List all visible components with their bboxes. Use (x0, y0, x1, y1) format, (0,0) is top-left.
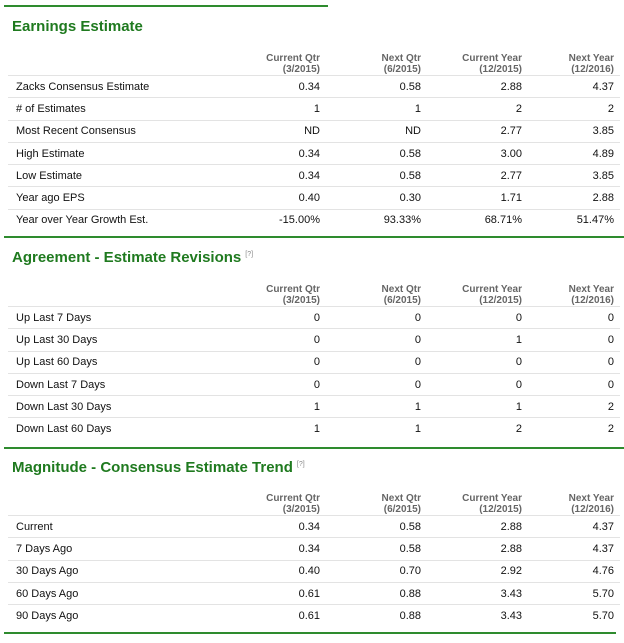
value-cell: 0 (228, 373, 326, 395)
table-row (8, 605, 620, 627)
column-header (228, 276, 326, 307)
section-title-text: Agreement - Estimate Revisions (12, 249, 242, 266)
value-cell: 51.47% (528, 209, 620, 231)
magnitude-consensus-estimate-trend-table (8, 485, 620, 626)
value-cell: 68.71% (427, 209, 528, 231)
column-header-period: Current Qtr (266, 493, 320, 504)
row-label: Down Last 30 Days (8, 396, 228, 418)
value-cell: 1 (326, 396, 427, 418)
value-cell: 0.34 (228, 516, 326, 538)
table-row (8, 516, 620, 538)
bottom-divider (4, 632, 616, 634)
value-cell: 0 (326, 307, 427, 329)
value-cell: ND (228, 120, 326, 142)
value-cell: 0.58 (326, 538, 427, 560)
value-cell: 4.37 (528, 538, 620, 560)
value-cell: 3.43 (427, 582, 528, 604)
value-cell: ND (326, 120, 427, 142)
value-cell: 0 (427, 373, 528, 395)
column-header-period: Next Year (568, 53, 614, 64)
value-cell: 1 (228, 98, 326, 120)
value-cell: 2 (528, 418, 620, 440)
column-header-period: Next Year (568, 493, 614, 504)
value-cell: 0.30 (326, 187, 427, 209)
value-cell: 0 (228, 351, 326, 373)
section-title-text: Magnitude - Consensus Estimate Trend (12, 459, 293, 476)
row-label: 90 Days Ago (8, 605, 228, 627)
section-divider (4, 5, 328, 7)
column-header (528, 485, 620, 516)
table-row (8, 418, 620, 440)
section-divider (4, 236, 624, 238)
column-header-date: (3/2015) (282, 504, 320, 515)
table-row (8, 538, 620, 560)
column-header-period: Next Qtr (381, 284, 421, 295)
value-cell: 0.58 (326, 76, 427, 98)
header-blank (8, 485, 228, 516)
column-header-date: (12/2015) (479, 504, 522, 515)
section-title (12, 249, 253, 266)
value-cell: 2.88 (427, 538, 528, 560)
table-row (8, 98, 620, 120)
section-divider (4, 447, 624, 449)
value-cell: 0.58 (326, 516, 427, 538)
table-row (8, 187, 620, 209)
column-header (326, 485, 427, 516)
header-row (8, 45, 620, 76)
column-header (228, 45, 326, 76)
value-cell: 0.88 (326, 582, 427, 604)
column-header-period: Current Year (462, 493, 522, 504)
value-cell: 5.70 (528, 605, 620, 627)
earnings-estimate-table (8, 45, 620, 231)
value-cell: 3.43 (427, 605, 528, 627)
value-cell: 0 (427, 307, 528, 329)
column-header (427, 276, 528, 307)
column-header-period: Current Year (462, 284, 522, 295)
value-cell: 2.77 (427, 165, 528, 187)
column-header (528, 276, 620, 307)
value-cell: 0.61 (228, 605, 326, 627)
row-label: Up Last 30 Days (8, 329, 228, 351)
value-cell: 0.58 (326, 165, 427, 187)
value-cell: 0.58 (326, 142, 427, 164)
value-cell: 2 (427, 98, 528, 120)
value-cell: 1 (326, 98, 427, 120)
table-row (8, 329, 620, 351)
table-row (8, 209, 620, 231)
value-cell: 93.33% (326, 209, 427, 231)
value-cell: -15.00% (228, 209, 326, 231)
header-blank (8, 45, 228, 76)
column-header (326, 276, 427, 307)
table-row (8, 120, 620, 142)
value-cell: 0.40 (228, 187, 326, 209)
value-cell: 0 (326, 373, 427, 395)
value-cell: 0 (528, 351, 620, 373)
table-row (8, 560, 620, 582)
column-header-period: Next Qtr (381, 53, 421, 64)
row-label: Up Last 60 Days (8, 351, 228, 373)
row-label: 30 Days Ago (8, 560, 228, 582)
value-cell: 4.76 (528, 560, 620, 582)
column-header-date: (6/2015) (383, 504, 421, 515)
value-cell: 2.77 (427, 120, 528, 142)
value-cell: 0.70 (326, 560, 427, 582)
value-cell: 0 (528, 329, 620, 351)
value-cell: 1 (427, 396, 528, 418)
column-header-period: Current Qtr (266, 53, 320, 64)
row-label: 7 Days Ago (8, 538, 228, 560)
agreement-estimate-revisions-table (8, 276, 620, 440)
value-cell: 0 (528, 307, 620, 329)
value-cell: 0.34 (228, 142, 326, 164)
header-blank (8, 276, 228, 307)
column-header-date: (12/2016) (571, 295, 614, 306)
value-cell: 0 (326, 329, 427, 351)
row-label: Year ago EPS (8, 187, 228, 209)
column-header (228, 485, 326, 516)
value-cell: 1 (326, 418, 427, 440)
help-icon[interactable]: [?] (296, 461, 305, 468)
value-cell: 2 (427, 418, 528, 440)
value-cell: 0 (528, 373, 620, 395)
value-cell: 3.85 (528, 120, 620, 142)
value-cell: 1 (228, 396, 326, 418)
value-cell: 2.88 (528, 187, 620, 209)
value-cell: 0.34 (228, 76, 326, 98)
value-cell: 4.37 (528, 516, 620, 538)
value-cell: 0.34 (228, 165, 326, 187)
value-cell: 2 (528, 396, 620, 418)
value-cell: 2.88 (427, 76, 528, 98)
row-label: Up Last 7 Days (8, 307, 228, 329)
column-header-date: (12/2015) (479, 295, 522, 306)
value-cell: 1.71 (427, 187, 528, 209)
column-header-date: (12/2016) (571, 64, 614, 75)
value-cell: 0.88 (326, 605, 427, 627)
row-label: Year over Year Growth Est. (8, 209, 228, 231)
column-header-period: Current Year (462, 53, 522, 64)
column-header (427, 485, 528, 516)
value-cell: 4.37 (528, 76, 620, 98)
value-cell: 0 (228, 307, 326, 329)
row-label: Down Last 7 Days (8, 373, 228, 395)
row-label: # of Estimates (8, 98, 228, 120)
value-cell: 0.34 (228, 538, 326, 560)
section-title-text: Earnings Estimate (12, 18, 143, 35)
section-title (12, 459, 305, 476)
header-row (8, 276, 620, 307)
column-header-date: (6/2015) (383, 295, 421, 306)
column-header (427, 45, 528, 76)
value-cell: 1 (228, 418, 326, 440)
column-header (326, 45, 427, 76)
row-label: Zacks Consensus Estimate (8, 76, 228, 98)
value-cell: 3.00 (427, 142, 528, 164)
value-cell: 1 (427, 329, 528, 351)
value-cell: 0.40 (228, 560, 326, 582)
column-header-period: Next Qtr (381, 493, 421, 504)
table-row (8, 373, 620, 395)
column-header-period: Current Qtr (266, 284, 320, 295)
column-header (528, 45, 620, 76)
value-cell: 0 (228, 329, 326, 351)
table-row (8, 76, 620, 98)
value-cell: 0 (326, 351, 427, 373)
value-cell: 5.70 (528, 582, 620, 604)
value-cell: 2.88 (427, 516, 528, 538)
header-row (8, 485, 620, 516)
row-label: Most Recent Consensus (8, 120, 228, 142)
row-label: High Estimate (8, 142, 228, 164)
column-header-period: Next Year (568, 284, 614, 295)
column-header-date: (3/2015) (282, 64, 320, 75)
value-cell: 2.92 (427, 560, 528, 582)
row-label: 60 Days Ago (8, 582, 228, 604)
row-label: Current (8, 516, 228, 538)
value-cell: 0 (427, 351, 528, 373)
row-label: Low Estimate (8, 165, 228, 187)
column-header-date: (6/2015) (383, 64, 421, 75)
table-row (8, 165, 620, 187)
table-row (8, 307, 620, 329)
column-header-date: (12/2015) (479, 64, 522, 75)
section-title (12, 18, 143, 35)
value-cell: 4.89 (528, 142, 620, 164)
column-header-date: (3/2015) (282, 295, 320, 306)
table-row (8, 582, 620, 604)
value-cell: 3.85 (528, 165, 620, 187)
table-row (8, 396, 620, 418)
row-label: Down Last 60 Days (8, 418, 228, 440)
value-cell: 2 (528, 98, 620, 120)
column-header-date: (12/2016) (571, 504, 614, 515)
help-icon[interactable]: [?] (245, 251, 254, 258)
table-row (8, 142, 620, 164)
value-cell: 0.61 (228, 582, 326, 604)
table-row (8, 351, 620, 373)
